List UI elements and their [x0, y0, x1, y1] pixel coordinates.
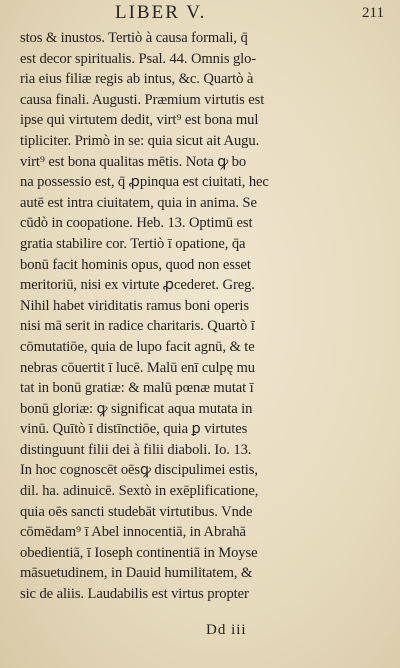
signature-mark: Dd iii — [206, 622, 247, 638]
text-line: bonū facit hominis opus, quod non esset — [20, 256, 251, 273]
text-line: quia oēs sancti studebāt virtutibus. Vnde — [20, 503, 253, 520]
text-line: gratia stabilire cor. Tertiò ī opatione, q̄a — [20, 235, 246, 252]
text-line: ipse qui virtutem dedit, virt⁹ est bona mul — [20, 112, 259, 129]
text-line: ria eius filiæ regis ab intus, &c. Quartò à — [20, 71, 254, 88]
body-text — [20, 28, 384, 605]
text-line: sic de aliis. Laudabilis est virtus propter — [20, 586, 249, 603]
text-line: māsuetudinem, in Dauid humilitatem, & — [20, 565, 253, 582]
text-line: vinū. Quītò ī distīnctiōe, quia ꝑ virtutes — [20, 421, 248, 438]
text-line: Nihil habet viriditatis ramus boni operis — [20, 297, 249, 314]
page-number: 211 — [362, 5, 384, 21]
text-line: bonū gloriæ: ꝙ significat aqua mutata in — [20, 400, 253, 417]
text-line: obedientiā, ī Ioseph continentiā in Moyse — [20, 544, 258, 561]
running-head: LIBER V. — [115, 2, 207, 23]
page-header — [0, 2, 400, 24]
text-line: meritoriū, nisi ex virtute ꝓcederet. Greg. — [20, 277, 255, 294]
text-line: nisi mā serit in radice charitaris. Quartò ī — [20, 318, 255, 335]
text-line: virt⁹ est bona qualitas mētis. Nota ꝙ bo — [20, 153, 247, 170]
text-line: nebras cōuertit ī lucē. Malū enī culpę mu — [20, 359, 255, 376]
text-line: tat in bonū gratiæ: & malū pœnæ mutat ī — [20, 380, 254, 397]
text-line: cōmēdam⁹ ī Abel innocentiā, in Abrahā — [20, 524, 246, 541]
text-line: na possessio est, q̄ ꝓpinqua est ciuitati, hec — [20, 174, 269, 191]
text-line: autē est intra ciuitatem, quia in anima. Se — [20, 194, 257, 211]
text-line: causa finali. Augusti. Præmium virtutis est — [20, 91, 265, 108]
text-line: cōmutatiōe, quia de lupo facit agnū, & te — [20, 338, 255, 355]
text-line: tipliciter. Primò in se: quia sicut ait Augu. — [20, 132, 260, 149]
text-line: cūdò in coopatione. Heb. 13. Optimū est — [20, 215, 253, 232]
text-line: dil. ha. adinuicē. Sextò in exēplificatione, — [20, 483, 259, 500]
text-line: stos & inustos. Tertiò à causa formali, q̄ — [20, 30, 248, 46]
text-line: est decor spiritualis. Psal. 44. Omnis glo- — [20, 50, 257, 67]
text-line: In hoc cognoscēt oēsꝙ discipulimei estis, — [20, 462, 258, 479]
text-line: distinguunt filii dei à filii diaboli. Io. 13. — [20, 441, 252, 458]
